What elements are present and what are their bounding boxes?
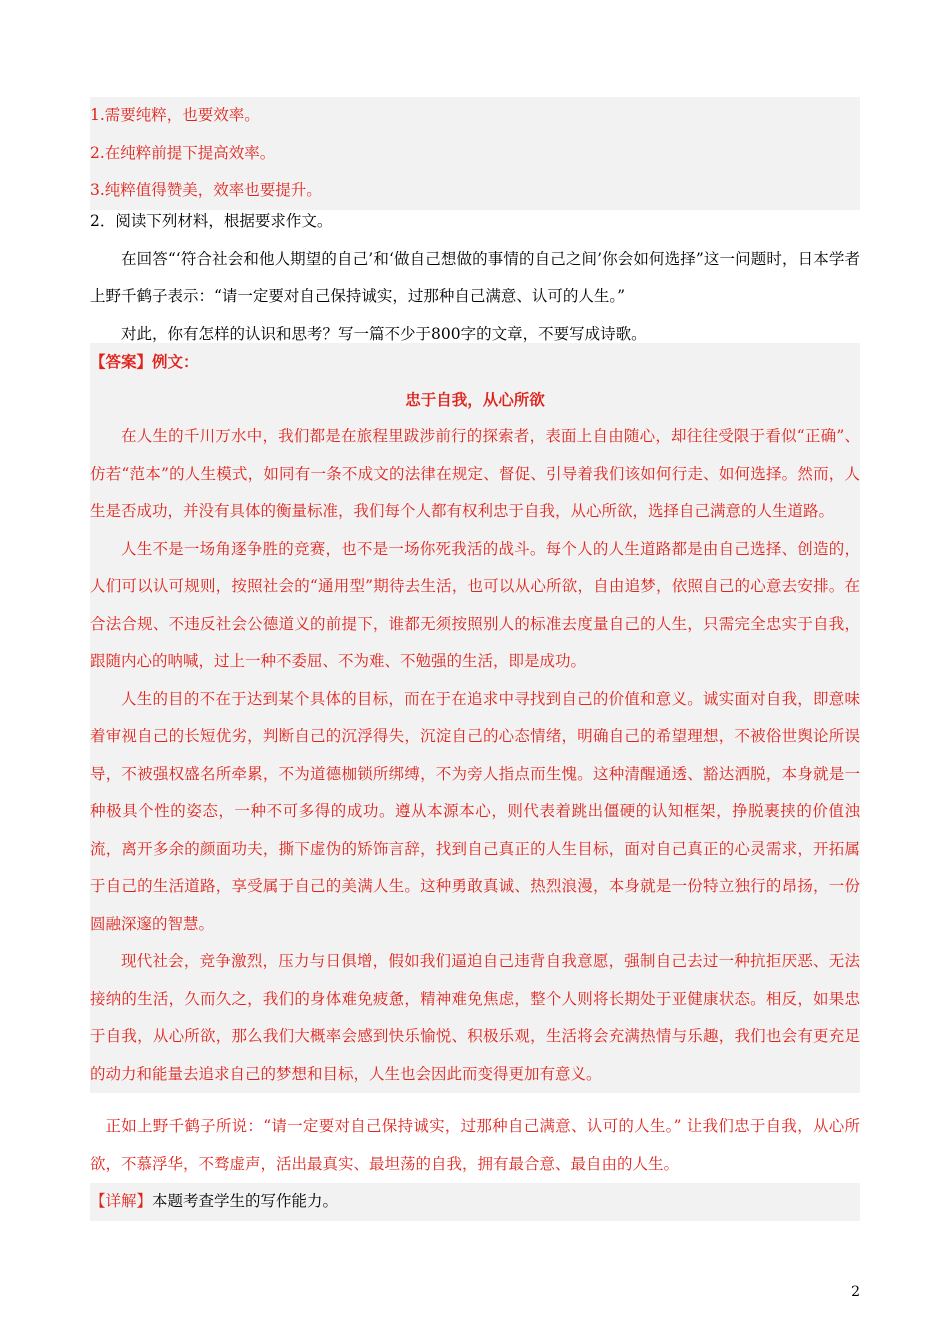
essay-paragraph-1: 在人生的千川万水中，我们都是在旅程里跋涉前行的探索者，表面上自由随心，却往往受限于看似“正确”、仿若“范本”的人生模式，如同有一条不成文的法律在规定、督促、引导着我们该如何行走、如何选择。然而，人生是否成功，并没有具体的衡量标准，我们每个人都有权利忠于自我，从心所欲，选择自己满意的人生道路。 <box>90 427 860 520</box>
essay-title: 忠于自我，从心所欲 <box>405 389 545 409</box>
question-block <box>90 203 860 353</box>
answer-heading <box>90 343 860 381</box>
page-number: 2 <box>851 1284 860 1300</box>
essay-closing: 正如上野千鹤子所说：“请一定要对自己保持诚实，过那种自己满意、认可的人生。” 让我们忠于自我，从心所欲，不慕浮华，不骛虚声，活出最真实、最坦荡的自我，拥有最合意、最自由的人生。 <box>90 1117 860 1173</box>
explanation-line <box>90 1183 860 1221</box>
question-material: 在回答“‘符合社会和他人期望的自己’和‘做自己想做的事情的自己之间’你会如何选择”这一问题时，日本学者上野千鹤子表示：“请一定要对自己保持诚实，过那种自己满意、认可的人生。” <box>90 249 860 305</box>
explanation-text: 本题考查学生的写作能力。 <box>152 1192 339 1210</box>
question-number-line: 2．阅读下列材料，根据要求作文。 <box>90 212 333 230</box>
answer-tag: 【答案】 <box>90 352 153 371</box>
essay-paragraph-3: 人生的目的不在于达到某个具体的目标，而在于在追求中寻找到自己的价值和意义。诚实面对自我，即意味着审视自己的长短优劣，判断自己的沉浮得失，沉淀自己的心态情绪，明确自己的希望理想，不被俗世舆论所误导，不被强权盛名所牵累，不为道德枷锁所绑缚，不为旁人指点而生愧。这种清醒通透、豁达洒脱，本身就是一种极具个性的姿态，一种不可多得的成功。遵从本源本心，则代表着跳出僵硬的认知框架，挣脱裹挟的价值浊流，离开多余的颜面功夫，撕下虚伪的矫饰言辞，找到自己真正的人生目标，面对自己真正的心灵需求，开拓属于自己的生活道路，享受属于自己的美满人生。这种勇敢真诚、热烈浪漫，本身就是一份特立独行的昂扬，一份圆融深邃的智慧。 <box>90 689 860 933</box>
option-3: 3.纯粹值得赞美，效率也要提升。 <box>90 181 322 199</box>
answer-label: 例文： <box>152 352 199 371</box>
essay-paragraph-2: 人生不是一场角逐争胜的竞赛，也不是一场你死我活的战斗。每个人的人生道路都是由自己选择、创造的，人们可以认可规则，按照社会的“通用型”期待去生活，也可以从心所欲，自由追梦，依照自己的心意去安排。在合法合规、不违反社会公德道义的前提下，谁都无须按照别人的标准去度量自己的人生，只需完全忠实于自我，跟随内心的呐喊，过上一种不委屈、不为难、不勉强的生活，即是成功。 <box>90 539 860 670</box>
option-1: 1.需要纯粹，也要效率。 <box>90 106 260 124</box>
question-requirement: 对此，你有怎样的认识和思考？写一篇不少于800字的文章，不要写成诗歌。 <box>121 324 647 343</box>
answer-block <box>90 343 860 1093</box>
explanation-tag: 【详解】 <box>90 1192 153 1210</box>
closing-block <box>90 1108 860 1183</box>
option-2: 2.在纯粹前提下提高效率。 <box>90 143 276 162</box>
options-block <box>90 97 860 210</box>
explanation-block <box>90 1183 860 1221</box>
essay-paragraph-4: 现代社会，竞争激烈，压力与日俱增，假如我们逼迫自己违背自我意愿，强制自己去过一种抗拒厌恶、无法接纳的生活，久而久之，我们的身体难免疲惫，精神难免焦虑，整个人则将长期处于亚健康状态。相反，如果忠于自我，从心所欲，那么我们大概率会感到快乐愉悦、积极乐观，生活将会充满热情与乐趣，我们也会有更充足的动力和能量去追求自己的梦想和目标，人生也会因此而变得更加有意义。 <box>90 952 860 1083</box>
